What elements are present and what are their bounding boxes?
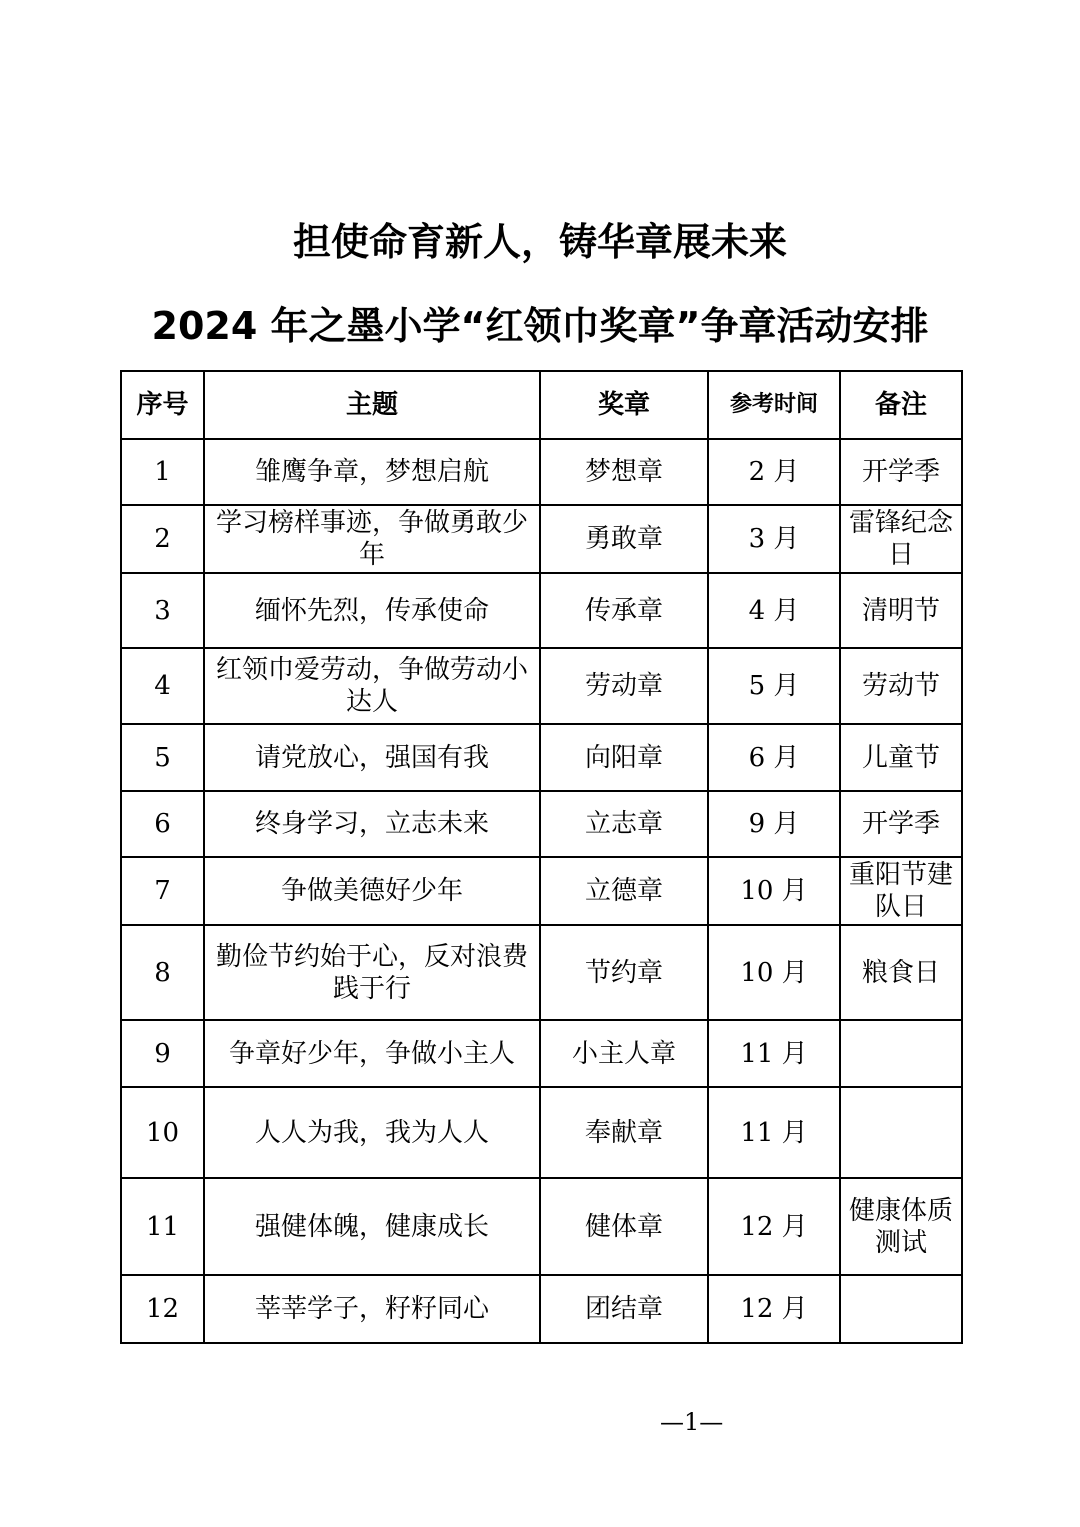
cell-badge: 勇敢章 [540,505,708,573]
cell-time: 12 月 [708,1178,840,1275]
page-number [0,1408,1080,1436]
table-header-row [121,371,962,439]
cell-note: 雷锋纪念日 [840,505,962,573]
cell-note: 粮食日 [840,925,962,1020]
cell-note [840,1087,962,1178]
cell-badge: 团结章 [540,1275,708,1343]
table-row [121,1178,962,1275]
table-row [121,573,962,648]
cell-time: 4 月 [708,573,840,648]
cell-no: 12 [121,1275,204,1343]
cell-no: 10 [121,1087,204,1178]
cell-theme: 请党放心，强国有我 [204,724,540,791]
cell-badge: 传承章 [540,573,708,648]
cell-time: 12 月 [708,1275,840,1343]
header-time: 参考时间 [708,371,840,439]
table-row [121,857,962,925]
table-row [121,1275,962,1343]
cell-time: 9 月 [708,791,840,857]
table-row [121,791,962,857]
cell-no: 9 [121,1020,204,1087]
cell-note: 健康体质测试 [840,1178,962,1275]
cell-time: 3 月 [708,505,840,573]
cell-theme: 莘莘学子，籽籽同心 [204,1275,540,1343]
cell-badge: 立德章 [540,857,708,925]
table-row [121,1020,962,1087]
header-note: 备注 [840,371,962,439]
table-row [121,1087,962,1178]
cell-time: 5 月 [708,648,840,724]
cell-no: 3 [121,573,204,648]
document-subtitle: 2024 年之墨小学“红领巾奖章”争章活动安排 [151,304,929,348]
cell-time: 6 月 [708,724,840,791]
cell-theme: 勤俭节约始于心，反对浪费践于行 [204,925,540,1020]
cell-note [840,1020,962,1087]
cell-badge: 梦想章 [540,439,708,505]
cell-no: 5 [121,724,204,791]
cell-theme: 红领巾爱劳动，争做劳动小达人 [204,648,540,724]
cell-badge: 立志章 [540,791,708,857]
cell-note: 开学季 [840,791,962,857]
cell-no: 4 [121,648,204,724]
table-row [121,505,962,573]
cell-time: 2 月 [708,439,840,505]
cell-note: 开学季 [840,439,962,505]
table-row [121,724,962,791]
cell-no: 7 [121,857,204,925]
header-no: 序号 [121,371,204,439]
table-row [121,925,962,1020]
table-row [121,439,962,505]
cell-badge: 健体章 [540,1178,708,1275]
table-row [121,648,962,724]
cell-no: 11 [121,1178,204,1275]
cell-time: 10 月 [708,925,840,1020]
cell-theme: 学习榜样事迹，争做勇敢少年 [204,505,540,573]
cell-note [840,1275,962,1343]
header-badge: 奖章 [540,371,708,439]
cell-note: 劳动节 [840,648,962,724]
cell-theme: 雏鹰争章，梦想启航 [204,439,540,505]
cell-theme: 强健体魄，健康成长 [204,1178,540,1275]
cell-time: 11 月 [708,1087,840,1178]
page-number-text: —1— [660,1408,724,1436]
cell-note: 儿童节 [840,724,962,791]
cell-no: 8 [121,925,204,1020]
cell-no: 2 [121,505,204,573]
cell-theme: 争章好少年，争做小主人 [204,1020,540,1087]
cell-badge: 劳动章 [540,648,708,724]
cell-theme: 缅怀先烈，传承使命 [204,573,540,648]
activity-schedule-table [120,370,963,1344]
header-theme: 主题 [204,371,540,439]
cell-theme: 终身学习，立志未来 [204,791,540,857]
cell-no: 1 [121,439,204,505]
cell-time: 10 月 [708,857,840,925]
cell-note: 重阳节建队日 [840,857,962,925]
cell-badge: 奉献章 [540,1087,708,1178]
cell-badge: 节约章 [540,925,708,1020]
cell-badge: 小主人章 [540,1020,708,1087]
cell-note: 清明节 [840,573,962,648]
cell-badge: 向阳章 [540,724,708,791]
cell-no: 6 [121,791,204,857]
document-title: 担使命育新人，铸华章展未来 [292,220,787,264]
cell-theme: 人人为我，我为人人 [204,1087,540,1178]
cell-time: 11 月 [708,1020,840,1087]
cell-theme: 争做美德好少年 [204,857,540,925]
